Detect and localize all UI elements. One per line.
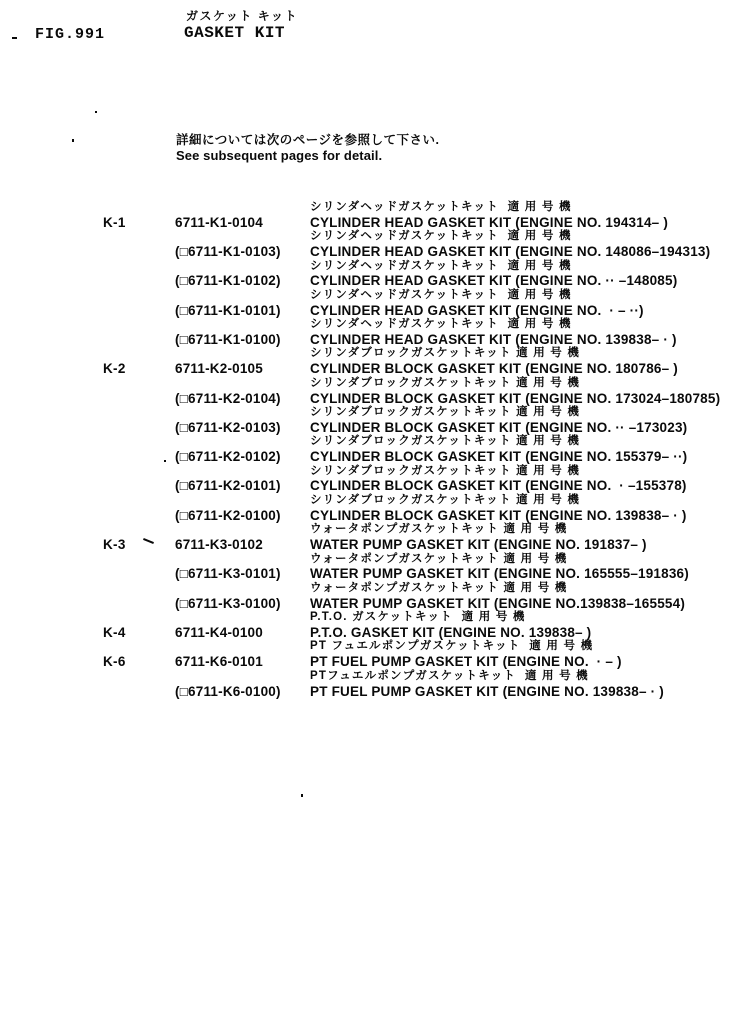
part-description: [310, 289, 728, 318]
part-description-japanese: シリンダヘッドガスケットキット 適 用 号 機: [310, 230, 572, 243]
part-description-japanese: シリンダブロックガスケットキット 適 用 号 機: [310, 464, 581, 477]
page-title-japanese: ガスケット キット: [186, 9, 298, 23]
part-description-japanese: シリンダブロックガスケットキット 適 用 号 機: [310, 435, 581, 448]
part-number: (□6711-K1-0103): [175, 244, 281, 260]
part-description-english: CYLINDER HEAD GASKET KIT (ENGINE NO. 139838– · ): [310, 331, 677, 347]
parts-row: [103, 494, 728, 523]
part-description-english: CYLINDER BLOCK GASKET KIT (ENGINE NO. 139838– · ): [310, 507, 687, 523]
parts-row: [103, 260, 728, 289]
page-title: GASKET KIT: [184, 24, 286, 42]
parts-row: [103, 553, 728, 582]
part-description-english: PT FUEL PUMP GASKET KIT (ENGINE NO. 139838– · ): [310, 683, 664, 699]
part-number: (□6711-K2-0103): [175, 419, 281, 435]
part-number: (□6711-K2-0100): [175, 507, 281, 523]
part-description-japanese: PTフュエルポンプガスケットキット 適 用 号 機: [310, 669, 589, 682]
part-ref-label: K-3: [103, 537, 126, 553]
part-description-english: CYLINDER BLOCK GASKET KIT (ENGINE NO. 180786– ): [310, 361, 678, 377]
parts-row: [103, 465, 728, 494]
scan-artifact: [95, 111, 97, 113]
part-description: [310, 611, 728, 640]
detail-note-japanese: 詳細については次のページを参照して下さい.: [176, 133, 440, 147]
part-description: [310, 406, 728, 435]
part-description-english: CYLINDER HEAD GASKET KIT (ENGINE NO. ·· –148085): [310, 273, 678, 289]
parts-row: [103, 347, 728, 376]
part-description-english: WATER PUMP GASKET KIT (ENGINE NO. 165555–191836): [310, 566, 689, 582]
part-description-japanese: シリンダブロックガスケットキット 適 用 号 機: [310, 406, 581, 419]
part-description-english: WATER PUMP GASKET KIT (ENGINE NO. 191837– ): [310, 537, 647, 553]
part-number: (□6711-K6-0100): [175, 683, 281, 699]
part-description-japanese: シリンダヘッドガスケットキット 適 用 号 機: [310, 259, 572, 272]
parts-row: [103, 670, 728, 699]
scan-artifact: [164, 460, 166, 462]
parts-row: [103, 230, 728, 259]
part-description: [310, 377, 728, 406]
part-number: (□6711-K1-0101): [175, 302, 281, 318]
part-number: 6711-K4-0100: [175, 624, 263, 640]
part-number: (□6711-K1-0100): [175, 331, 281, 347]
scan-artifact: [72, 139, 74, 142]
detail-note: [176, 132, 439, 164]
part-number: (□6711-K3-0101): [175, 566, 281, 582]
parts-row: [103, 201, 728, 230]
parts-row: [103, 582, 728, 611]
part-description: [310, 318, 728, 347]
part-description: [310, 230, 728, 259]
detail-note-english: See subsequent pages for detail.: [176, 148, 383, 163]
part-description: [310, 494, 728, 523]
part-description-english: WATER PUMP GASKET KIT (ENGINE NO.139838–165554): [310, 595, 686, 611]
parts-row: [103, 318, 728, 347]
part-number: 6711-K2-0105: [175, 361, 263, 377]
part-description-english: PT FUEL PUMP GASKET KIT (ENGINE NO. · – ): [310, 654, 622, 670]
part-description: [310, 523, 728, 552]
part-number: (□6711-K2-0102): [175, 449, 281, 465]
part-description-english: CYLINDER BLOCK GASKET KIT (ENGINE NO. · –155378): [310, 478, 687, 494]
part-description-english: CYLINDER HEAD GASKET KIT (ENGINE NO. 194314– ): [310, 214, 669, 230]
part-description-japanese: ウォータポンプガスケットキット 適 用 号 機: [310, 523, 568, 536]
part-ref-label: K-6: [103, 654, 126, 670]
part-description-japanese: シリンダヘッドガスケットキット 適 用 号 機: [310, 288, 572, 301]
parts-row: [103, 377, 728, 406]
part-ref-label: K-2: [103, 361, 126, 377]
part-description-japanese: ウォータポンプガスケットキット 適 用 号 機: [310, 552, 568, 565]
part-number: (□6711-K1-0102): [175, 273, 281, 289]
scan-artifact: [301, 794, 303, 797]
parts-row: [103, 640, 728, 669]
part-number: 6711-K1-0104: [175, 214, 263, 230]
part-number: (□6711-K2-0104): [175, 390, 281, 406]
part-description-english: CYLINDER HEAD GASKET KIT (ENGINE NO. 148086–194313): [310, 244, 711, 260]
part-number: 6711-K6-0101: [175, 654, 263, 670]
part-ref-label: K-1: [103, 214, 126, 230]
part-description: [310, 553, 728, 582]
part-number: (□6711-K3-0100): [175, 595, 281, 611]
part-description-english: P.T.O. GASKET KIT (ENGINE NO. 139838– ): [310, 624, 592, 640]
part-description-japanese: シリンダブロックガスケットキット 適 用 号 機: [310, 376, 581, 389]
part-description-english: CYLINDER BLOCK GASKET KIT (ENGINE NO. 155379– ··): [310, 449, 688, 465]
part-description-japanese: シリンダヘッドガスケットキット 適 用 号 機: [310, 318, 572, 331]
part-description-english: CYLINDER BLOCK GASKET KIT (ENGINE NO. 173024–180785): [310, 390, 721, 406]
part-description: [310, 640, 728, 669]
part-description-japanese: シリンダヘッドガスケットキット 適 用 号 機: [310, 201, 572, 213]
scan-artifact: [12, 37, 17, 39]
part-description-japanese: シリンダブロックガスケットキット 適 用 号 機: [310, 347, 581, 360]
parts-row: [103, 289, 728, 318]
part-description-english: CYLINDER BLOCK GASKET KIT (ENGINE NO. ·· –173023): [310, 419, 688, 435]
part-description-japanese: シリンダブロックガスケットキット 適 用 号 機: [310, 493, 581, 506]
part-description-japanese: P.T.O. ガスケットキット 適 用 号 機: [310, 611, 526, 624]
parts-row: [103, 435, 728, 464]
part-description: [310, 201, 728, 230]
part-ref-label: K-4: [103, 624, 126, 640]
parts-list: [103, 201, 728, 699]
parts-row: [103, 523, 728, 552]
parts-row: [103, 406, 728, 435]
part-description: [310, 347, 728, 376]
part-description: [310, 670, 728, 699]
part-description-japanese: ウォータポンプガスケットキット 適 用 号 機: [310, 581, 568, 594]
parts-row: [103, 611, 728, 640]
figure-number: FIG.991: [35, 26, 106, 43]
part-number: 6711-K3-0102: [175, 537, 263, 553]
part-number: (□6711-K2-0101): [175, 478, 281, 494]
part-description: [310, 435, 728, 464]
part-description-japanese: PT フュエルポンプガスケットキット 適 用 号 機: [310, 640, 594, 653]
part-description-english: CYLINDER HEAD GASKET KIT (ENGINE NO. · – ··): [310, 302, 644, 318]
part-description: [310, 465, 728, 494]
part-description: [310, 582, 728, 611]
part-description: [310, 260, 728, 289]
